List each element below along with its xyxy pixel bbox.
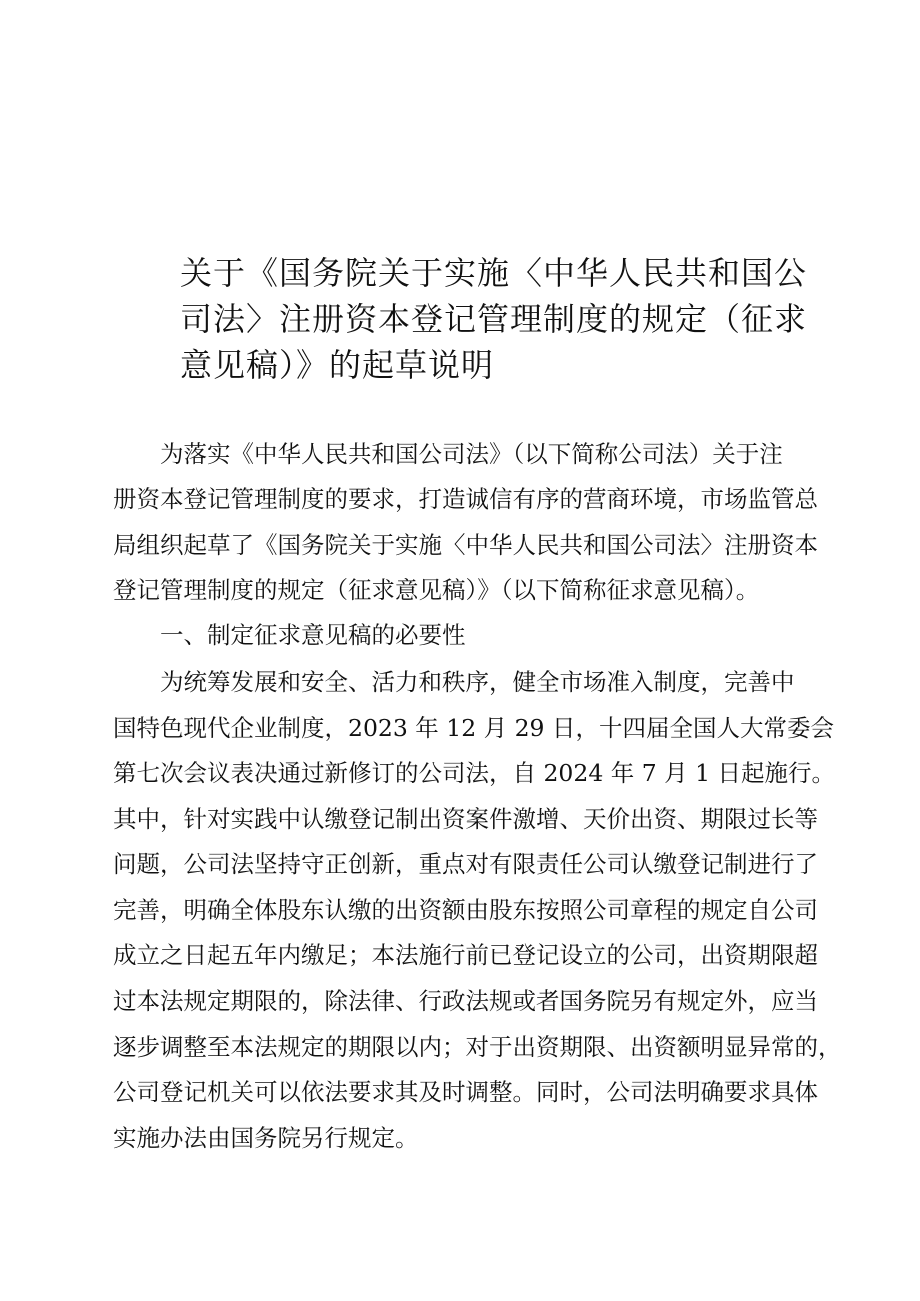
paragraph-line: 完善，明确全体股东认缴的出资额由股东按照公司章程的规定自公司 <box>113 896 818 924</box>
paragraph-line: 局组织起草了《国务院关于实施〈中华人民共和国公司法〉注册资本 <box>113 531 818 559</box>
paragraph-line: 逐步调整至本法规定的期限以内；对于出资期限、出资额明显异常的， <box>113 1033 842 1061</box>
paragraph-line: 其中，针对实践中认缴登记制出资案件激增、天价出资、期限过长等 <box>113 805 818 833</box>
paragraph-line: 问题，公司法坚持守正创新，重点对有限责任公司认缴登记制进行了 <box>113 850 818 878</box>
title-line: 意见稿）》的起草说明 <box>180 346 495 384</box>
document-title <box>180 250 820 388</box>
paragraph-line: 实施办法由国务院另行规定。 <box>113 1124 419 1152</box>
paragraph-line: 第七次会议表决通过新修订的公司法，自 2024 年 7 月 1 日起施行。 <box>113 759 836 787</box>
paragraph-line: 登记管理制度的规定（征求意见稿）》（以下简称征求意见稿）。 <box>113 576 760 604</box>
paragraph-line: 公司登记机关可以依法要求其及时调整。同时，公司法明确要求具体 <box>113 1078 818 1106</box>
paragraph-line: 成立之日起五年内缴足；本法施行前已登记设立的公司，出资期限超 <box>113 941 818 969</box>
paragraph-line: 为统筹发展和安全、活力和秩序，健全市场准入制度，完善中 <box>160 668 795 696</box>
section-heading: 一、制定征求意见稿的必要性 <box>160 621 466 649</box>
paragraph-line: 国特色现代企业制度，2023 年 12 月 29 日，十四届全国人大常委会 <box>113 714 834 742</box>
title-line: 关于《国务院关于实施〈中华人民共和国公 <box>180 254 808 292</box>
paragraph-line: 册资本登记管理制度的要求，打造诚信有序的营商环境，市场监管总 <box>113 485 818 513</box>
paragraph-line: 为落实《中华人民共和国公司法》（以下简称公司法）关于注 <box>160 440 783 468</box>
title-line: 司法〉注册资本登记管理制度的规定（征求 <box>180 300 808 338</box>
paragraph-line: 过本法规定期限的，除法律、行政法规或者国务院另有规定外，应当 <box>113 987 818 1015</box>
